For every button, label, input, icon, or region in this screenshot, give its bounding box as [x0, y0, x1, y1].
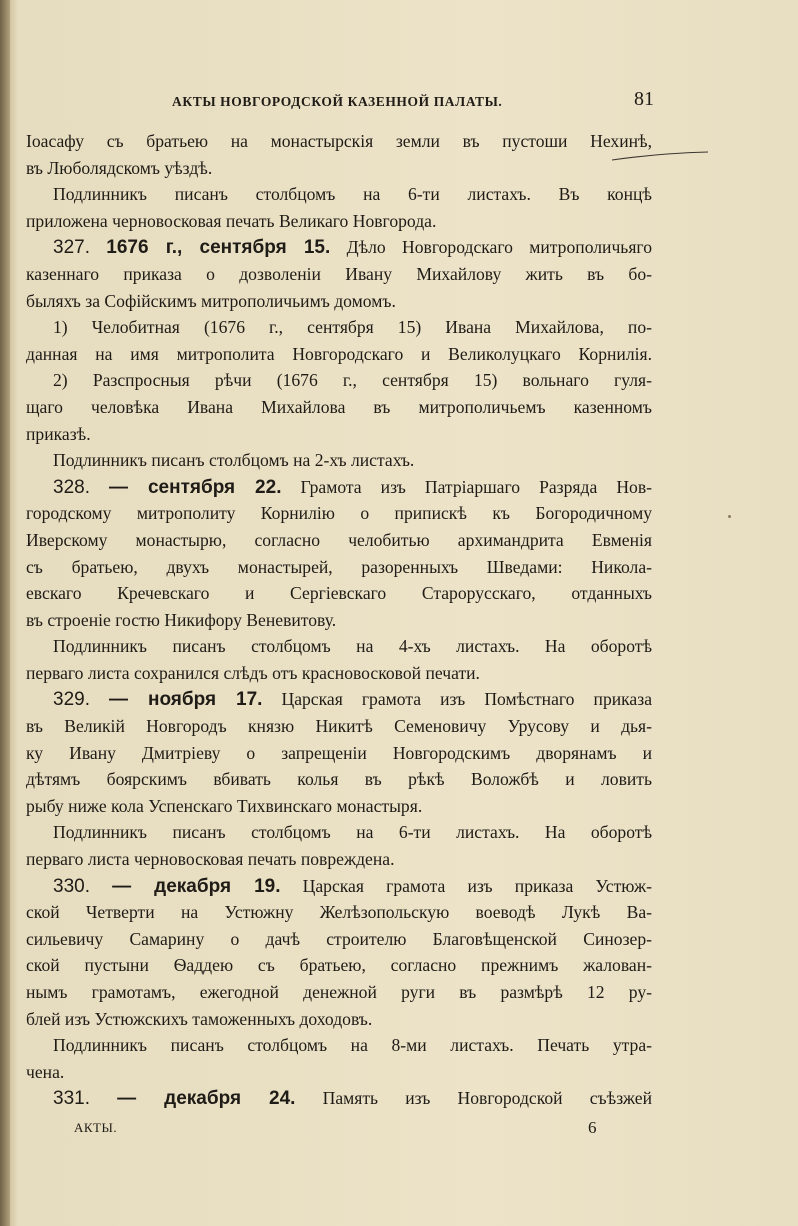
entry-date: 1676 г., сентября 15.: [106, 237, 331, 259]
line-text: 1) Челобитная (1676 г., сентября 15) Ивана Михайлова, по-: [53, 317, 652, 338]
text-line: [26, 341, 652, 368]
entry-heading-line: [26, 234, 652, 261]
text-line: [26, 607, 652, 634]
text-line: [26, 155, 652, 182]
line-text: Царская грамота изъ приказа Устюж-: [302, 875, 652, 896]
line-text: ской Четверти на Устюжну Желѣзопольскую воеводѣ Лукѣ Ва-: [26, 902, 652, 923]
line-text: Подлинникъ писанъ столбцомъ на 6-ти листахъ. На оборотѣ: [53, 822, 652, 843]
text-line: [26, 527, 652, 554]
text-line: [26, 1006, 652, 1033]
line-text: Грамота изъ Патріаршаго Разряда Нов-: [300, 476, 652, 497]
text-line: [26, 394, 652, 421]
line-text: Царская грамота изъ Помѣстнаго приказа: [281, 689, 653, 710]
text-line: [26, 314, 652, 341]
line-text: блей изъ Устюжскихъ таможенныхъ доходовъ.: [26, 1008, 373, 1029]
page-header: [24, 88, 654, 116]
text-line: [26, 181, 652, 208]
entry-number: 330.: [53, 875, 90, 897]
text-line: [26, 580, 652, 607]
line-text: перваго листа сохранился слѣдъ отъ красновосковой печати.: [26, 662, 480, 683]
line-text: Подлинникъ писанъ столбцомъ на 6-ти листахъ. Въ концѣ: [53, 184, 652, 205]
text-line: [26, 819, 652, 846]
entry-date: — сентября 22.: [109, 476, 282, 498]
line-text: приказѣ.: [26, 423, 91, 444]
line-text: въ Люболядскомъ уѣздѣ.: [26, 157, 213, 178]
line-text: евскаго Кречевскаго и Сергіевскаго Старорусскаго, отданныхъ: [26, 583, 652, 604]
entry-heading-line: [26, 474, 652, 501]
line-text: въ строеніе гостю Никифору Веневитову.: [26, 609, 337, 630]
line-text: ской пустыни Ѳаддею съ братьею, согласно прежнимъ жалован-: [26, 955, 652, 976]
text-line: [26, 367, 652, 394]
text-line: [26, 926, 652, 953]
text-line: [26, 1059, 652, 1086]
line-text: сильевичу Самарину о дачѣ строителю Благовѣщенской Синозер-: [26, 928, 652, 949]
line-text: Подлинникъ писанъ столбцомъ на 4-хъ листахъ. На оборотѣ: [53, 636, 652, 657]
line-text: чена.: [26, 1061, 65, 1082]
text-line: [26, 500, 652, 527]
entry-number: 329.: [53, 689, 90, 711]
line-text: Іоасафу съ братьею на монастырскія земли въ пустоши Нехинѣ,: [26, 131, 652, 151]
line-text: ку Ивану Дмитріеву о запрещеніи Новгородскимъ дворянамъ и: [26, 742, 652, 763]
line-text: въ Великій Новгородъ князю Никитѣ Семеновичу Урусову и дья-: [26, 716, 652, 737]
line-text: Дѣло Новгородскаго митрополичьяго: [346, 237, 652, 258]
text-line: [26, 421, 652, 448]
text-line: [26, 899, 652, 926]
page-footer: [74, 1120, 604, 1142]
entry-heading-line: [26, 686, 652, 713]
line-text: казеннаго приказа о дозволеніи Ивану Михайлову жить въ бо-: [26, 263, 652, 284]
entry-heading-line: [26, 1085, 652, 1112]
line-text: Иверскому монастырю, согласно челобитью архимандрита Евменія: [26, 529, 652, 550]
entry-heading-line: [26, 873, 652, 900]
line-text: Память изъ Новгородской съѣзжей: [322, 1088, 652, 1109]
book-spine-edge: [0, 0, 10, 1226]
text-line: [26, 713, 652, 740]
line-text: дѣтямъ боярскимъ вбивать колья въ рѣкѣ Воложбѣ и ловить: [26, 769, 652, 790]
entry-number: 331.: [53, 1088, 90, 1110]
text-line: [26, 979, 652, 1006]
line-text: быляхъ за Софійскимъ митрополичьимъ домомъ.: [26, 290, 396, 311]
line-text: 2) Разспросныя рѣчи (1676 г., сентября 15) вольнаго гуля-: [53, 370, 652, 391]
text-line: [26, 208, 652, 235]
text-line: [26, 660, 652, 687]
text-line: [26, 1032, 652, 1059]
page-number: 81: [634, 88, 654, 110]
text-line: [26, 633, 652, 660]
line-text: съ братьею, двухъ монастырей, разоренныхъ Шведами: Никола-: [26, 556, 652, 577]
entry-number: 327.: [53, 237, 90, 259]
text-line: [26, 766, 652, 793]
line-text: данная на имя митрополита Новгородскаго и Великолуцкаго Корнилія.: [26, 343, 652, 364]
text-line: [26, 846, 652, 873]
text-line: [26, 793, 652, 820]
text-line: [26, 554, 652, 581]
signature-mark: АКТЫ.: [74, 1120, 118, 1135]
line-text: приложена черновосковая печать Великаго Новгорода.: [26, 210, 437, 231]
text-line: [26, 447, 652, 474]
text-line: [26, 288, 652, 315]
text-line: [26, 952, 652, 979]
text-line: [26, 261, 652, 288]
paper-speck: [728, 515, 731, 518]
line-text: Подлинникъ писанъ столбцомъ на 8-ми листахъ. Печать утра-: [53, 1035, 652, 1056]
line-text: городскому митрополиту Корнилію о припискѣ къ Богородичному: [26, 503, 652, 524]
line-text: щаго человѣка Ивана Михайлова въ митрополичьемъ казенномъ: [26, 396, 652, 417]
text-line: [26, 128, 652, 155]
line-text: нымъ грамотамъ, ежегодной денежной руги въ размѣрѣ 12 ру-: [26, 982, 652, 1002]
entry-date: — декабря 19.: [112, 875, 281, 897]
entry-date: — ноября 17.: [109, 689, 263, 711]
body-text: [26, 128, 652, 1112]
sheet-number: 6: [588, 1118, 597, 1137]
line-text: перваго листа черновосковая печать повреждена.: [26, 849, 395, 870]
line-text: Подлинникъ писанъ столбцомъ на 2-хъ листахъ.: [53, 450, 415, 471]
text-line: [26, 740, 652, 767]
entry-number: 328.: [53, 476, 90, 498]
line-text: рыбу ниже кола Успенскаго Тихвинскаго монастыря.: [26, 795, 423, 816]
entry-date: — декабря 24.: [117, 1088, 296, 1110]
running-title: АКТЫ НОВГОРОДСКОЙ КАЗЕННОЙ ПАЛАТЫ.: [172, 94, 503, 109]
